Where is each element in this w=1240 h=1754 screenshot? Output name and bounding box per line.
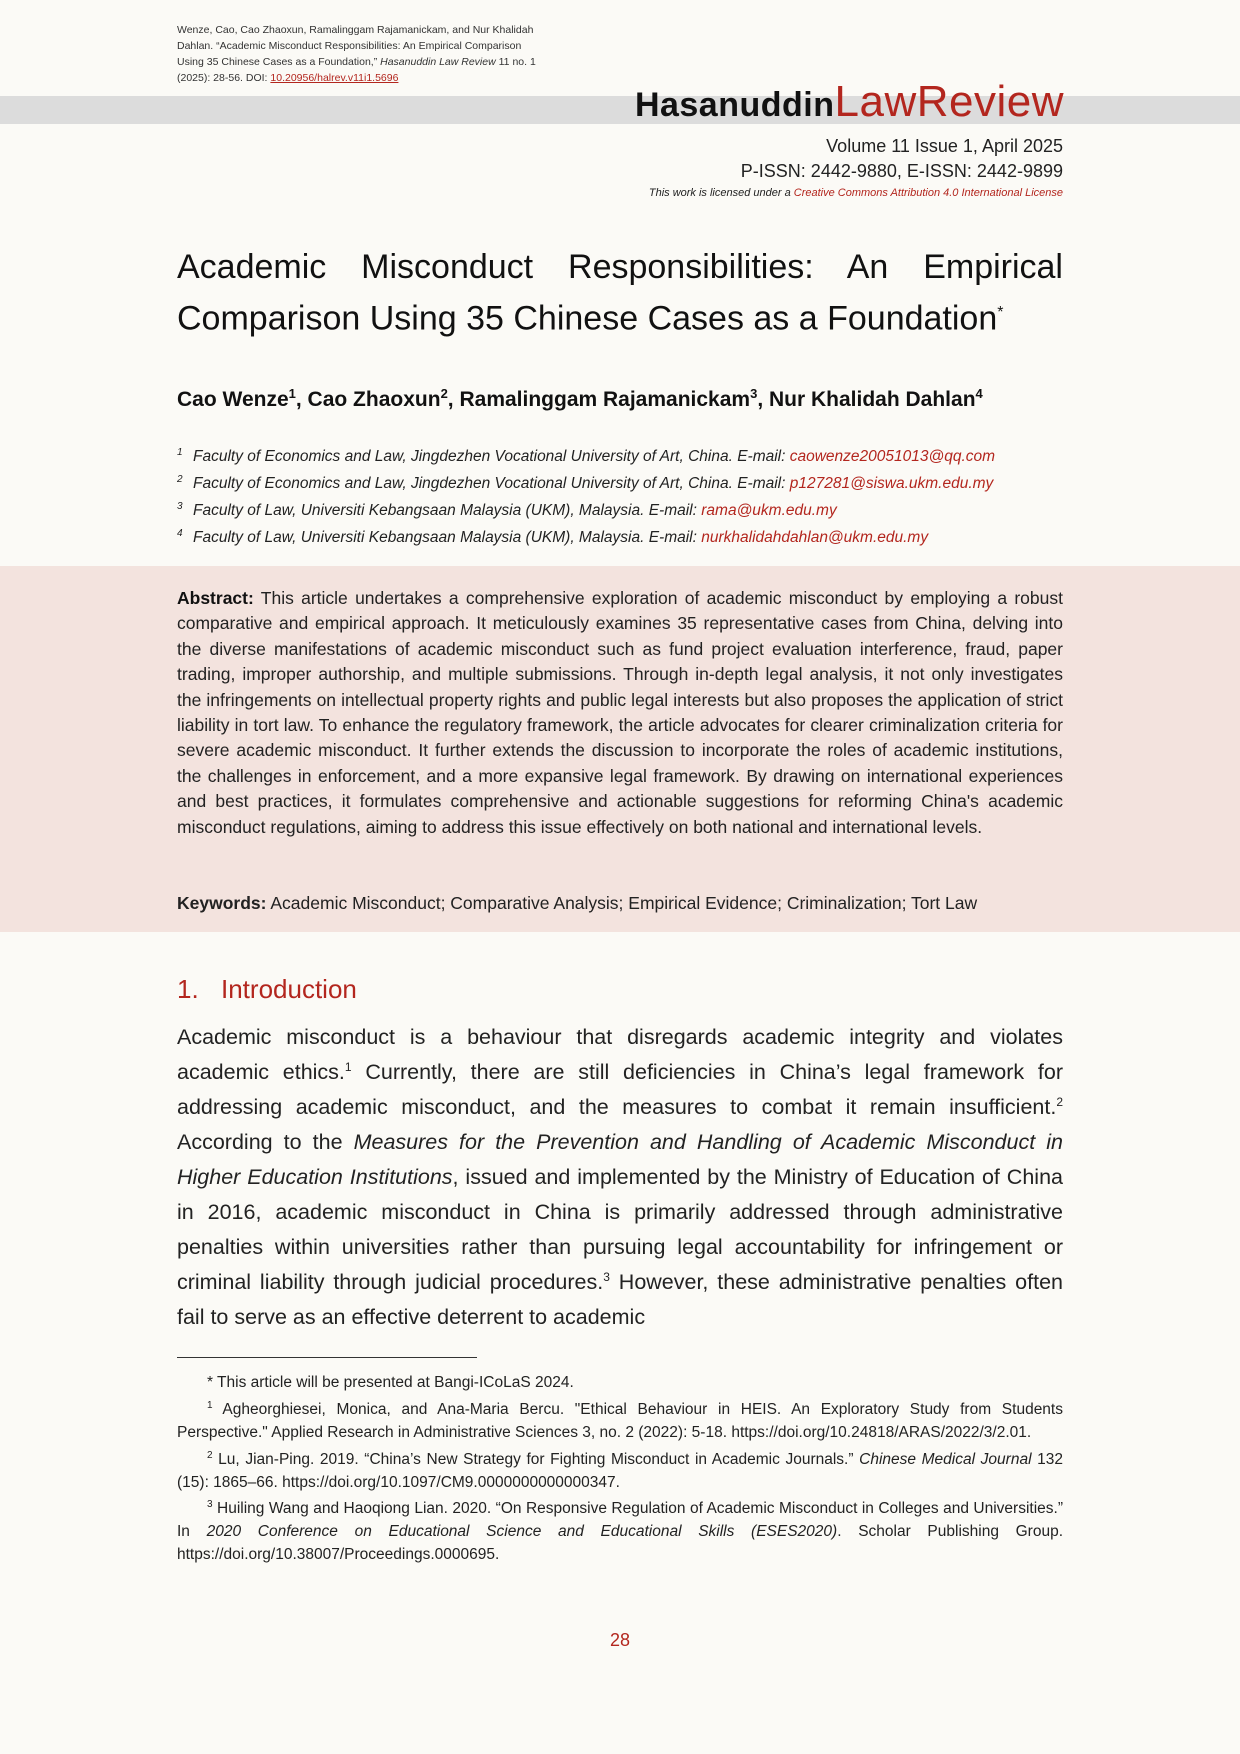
footnote-text: Agheorghiesei, Monica, and Ana-Maria Bercu. "Ethical Behaviour in HEIS. An Exploratory Study from Students Perspective." Applied Research in Administrative Sciences 3, no. 2 (2022): 5-18. https://doi.org/10.24818/ARAS/2022/3/2.01. xyxy=(177,1400,1063,1441)
affiliation-item xyxy=(177,495,1067,522)
affiliation-text: Faculty of Economics and Law, Jingdezhen Vocational University of Art, China. E-mail: xyxy=(193,448,790,466)
footnote-number: 3 xyxy=(207,1499,213,1511)
volume-line: Volume 11 Issue 1, April 2025 xyxy=(826,136,1063,156)
article-title xyxy=(177,244,1063,341)
author-separator: , xyxy=(757,388,769,411)
footnote-text: . Scholar Publishing Group. https://doi.org/10.38007/Proceedings.0000695. xyxy=(177,1523,1064,1564)
affiliation-sup: 2 xyxy=(177,474,183,486)
footnote-3 xyxy=(177,1494,1063,1567)
section-number: 1. xyxy=(177,974,199,1004)
journal-masthead xyxy=(635,76,1064,138)
footnote-ref[interactable]: 2 xyxy=(1056,1094,1063,1109)
footnote-italic: Chinese Medical Journal xyxy=(859,1450,1032,1468)
affiliation-text: Faculty of Economics and Law, Jingdezhen Vocational University of Art, China. E-mail: xyxy=(193,475,790,493)
footnote-star: * This article will be presented at Bangi-ICoLaS 2024. xyxy=(207,1374,574,1391)
footnotes xyxy=(177,1372,1063,1567)
citation-journal: Hasanuddin Law Review xyxy=(380,56,496,68)
affiliation-item xyxy=(177,522,1067,549)
footnote-2 xyxy=(177,1445,1063,1495)
issn-line: P-ISSN: 2442-9880, E-ISSN: 2442-9899 xyxy=(740,161,1063,181)
author-separator: , xyxy=(295,388,308,411)
author-separator: , xyxy=(447,388,460,411)
body-text: However, these administrative penalties often fail to serve as an effective deterrent to academic xyxy=(177,1270,1063,1329)
author-sup: 4 xyxy=(975,386,983,401)
citation-header xyxy=(177,22,547,86)
title-text: Academic Misconduct Responsibilities: An Empirical Comparison Using 35 Chinese Cases as a Foundation xyxy=(177,248,1063,338)
title-footnote-mark: * xyxy=(997,304,1004,321)
citation-text: Wenze, Cao, Cao Zhaoxun, Ramalinggam Rajamanickam, and Nur Khalidah Dahlan. “Academic Misconduct Responsibilities: An Empirical Comparison Using 35 Chinese Cases as a Foundation,” xyxy=(177,24,534,68)
footnote-divider xyxy=(177,1357,477,1358)
section-heading xyxy=(177,974,357,1005)
abstract-text: This article undertakes a comprehensive exploration of academic misconduct by employing a robust comparative and empirical approach. It meticulously examines 35 representative cases from China, delving into the diverse manifestations of academic misconduct such as fund project evaluation interference, fraud, paper trading, improper authorship, and multiple submissions. Through in-depth legal analysis, it not only investigates the infringements on intellectual property rights and public legal interests but also proposes the application of strict liability in tort law. To enhance the regulatory framework, the article advocates for clearer criminalization criteria for severe academic misconduct. It further extends the discussion to incorporate the roles of academic institutions, the challenges in enforcement, and a more expansive legal framework. By drawing on international experiences and best practices, it formulates comprehensive and actionable suggestions for reforming China's academic misconduct regulations, aiming to address this issue effectively on both national and international levels. xyxy=(177,588,1063,837)
license-line xyxy=(649,184,1063,202)
license-text: This work is licensed under a xyxy=(648,187,794,199)
affiliation-sup: 3 xyxy=(177,501,183,513)
author-sup: 3 xyxy=(750,386,758,401)
affiliation-sup: 1 xyxy=(177,447,183,458)
footnote-text: 132 (15): 1865–66. https://doi.org/10.1097/CM9.0000000000000347. xyxy=(177,1450,1063,1491)
email-link[interactable]: nurkhalidahdahlan@ukm.edu.my xyxy=(701,529,929,547)
license-link[interactable]: Creative Commons Attribution 4.0 International License xyxy=(793,187,1063,199)
footnote-text: Huiling Wang and Haoqiong Lian. 2020. “On Responsive Regulation of Academic Misconduct in Colleges and Universities.” In xyxy=(177,1500,1063,1541)
footnote-italic: 2020 Conference on Educational Science and Educational Skills (ESES2020) xyxy=(206,1523,838,1541)
keywords xyxy=(177,891,1063,915)
email-link[interactable]: rama@ukm.edu.my xyxy=(701,502,837,520)
abstract xyxy=(177,586,1063,840)
affiliation-sup: 4 xyxy=(177,528,183,540)
footnote-number: 2 xyxy=(207,1449,213,1461)
keywords-label: Keywords: xyxy=(177,893,267,913)
author-sup: 2 xyxy=(440,386,448,401)
affiliation-item xyxy=(177,468,1067,495)
body-text: Currently, there are still deficiencies in China’s legal framework for addressing academic misconduct, and the measures to combat it remain insufficient. xyxy=(177,1060,1063,1119)
body-text: , issued and implemented by the Ministry of Education of China in 2016, academic misconduct in China is primarily addressed through administrative penalties within universities rather than pursuing legal accountability for infringement or criminal liability through judicial procedures. xyxy=(177,1165,1063,1294)
email-link[interactable]: p127281@siswa.ukm.edu.my xyxy=(789,475,994,493)
footnote-ref[interactable]: 3 xyxy=(603,1269,610,1284)
author-list xyxy=(177,386,1063,412)
email-link[interactable]: caowenze20051013@qq.com xyxy=(789,448,996,466)
body-text: According to the xyxy=(177,1130,354,1154)
affiliation-list xyxy=(177,441,1067,550)
author-name: Ramalinggam Rajamanickam xyxy=(459,388,751,411)
body-italic-title: Measures for the Prevention and Handling of Academic Misconduct in Higher Education Institutions xyxy=(177,1130,1063,1189)
author-sup: 1 xyxy=(288,386,296,401)
affiliation-item xyxy=(177,441,1067,468)
footnote-1 xyxy=(177,1395,1063,1445)
affiliation-text: Faculty of Law, Universiti Kebangsaan Malaysia (UKM), Malaysia. E-mail: xyxy=(193,529,702,547)
abstract-label: Abstract: xyxy=(177,588,254,608)
author-name: Nur Khalidah Dahlan xyxy=(769,388,976,411)
affiliation-text: Faculty of Law, Universiti Kebangsaan Malaysia (UKM), Malaysia. E-mail: xyxy=(193,502,702,520)
section-title: Introduction xyxy=(221,974,357,1004)
footnote-number: 1 xyxy=(207,1399,213,1411)
author-name: Cao Zhaoxun xyxy=(307,388,441,411)
footnote-text: Lu, Jian-Ping. 2019. “China’s New Strategy for Fighting Misconduct in Academic Journals.” xyxy=(212,1450,860,1468)
page-number: 28 xyxy=(609,1630,631,1650)
journal-info xyxy=(649,134,1063,202)
introduction-paragraph xyxy=(177,1020,1063,1335)
doi-link[interactable]: 10.20956/halrev.v11i1.5696 xyxy=(270,72,399,84)
citation-issue: 11 no. 1 (2025): 28-56. DOI: xyxy=(177,56,536,84)
author-name: Cao Wenze xyxy=(177,388,289,411)
keywords-text: Academic Misconduct; Comparative Analysis; Empirical Evidence; Criminalization; Tort Law xyxy=(266,893,978,913)
masthead-hasanuddin: Hasanuddin xyxy=(634,86,835,124)
body-text: Academic misconduct is a behaviour that disregards academic integrity and violates academic ethics. xyxy=(177,1025,1063,1084)
masthead-lawreview: LawReview xyxy=(834,77,1064,126)
footnote-ref[interactable]: 1 xyxy=(344,1059,352,1074)
